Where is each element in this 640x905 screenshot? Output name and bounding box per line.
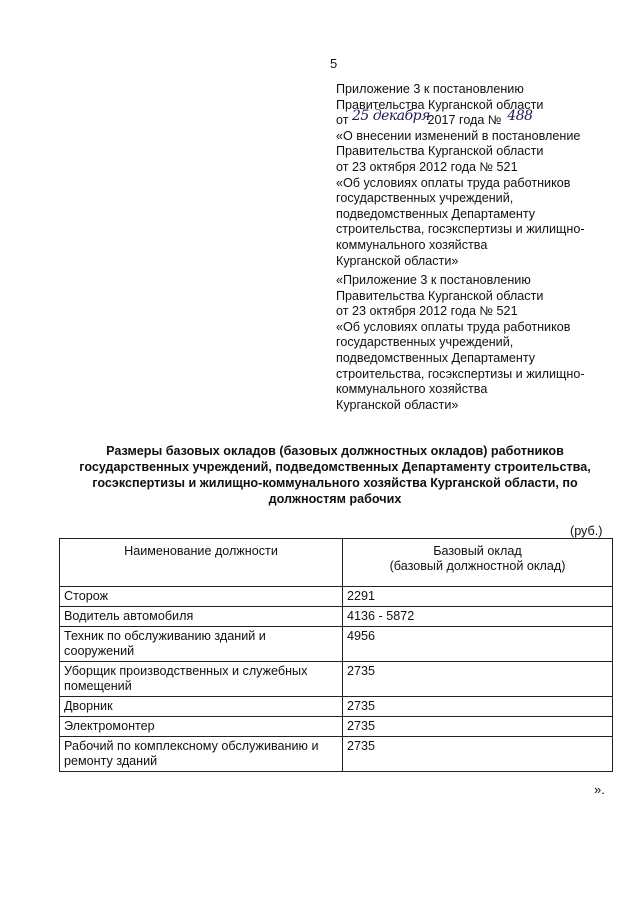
position-cell: Техник по обслуживанию зданий и сооружений	[60, 627, 343, 662]
annex-line: Курганской области»	[336, 253, 459, 268]
annex-line: Правительства Курганской области	[336, 144, 544, 159]
position-cell: Уборщик производственных и служебных помещений	[60, 662, 343, 697]
table-row	[60, 662, 613, 697]
annex-line: «Об условиях оплаты труда работников	[336, 319, 571, 334]
annex-line: Приложение 3 к постановлению	[336, 82, 524, 96]
annex-line: от 23 октября 2012 года № 521	[336, 304, 518, 319]
salary-cell: 2735	[343, 717, 613, 737]
annex-line: коммунального хозяйства	[336, 382, 488, 397]
salary-cell: 2291	[343, 587, 613, 607]
annex-line: Правительства Курганской области	[336, 288, 544, 303]
header-salary-line: (базовый должностной оклад)	[389, 559, 566, 573]
position-cell: Сторож	[60, 587, 343, 607]
title-line: Размеры базовых окладов (базовых должностных окладов) работников	[106, 444, 564, 458]
header-salary	[343, 539, 613, 587]
table-header-row	[60, 539, 613, 587]
currency-note: (руб.)	[570, 524, 603, 538]
header-position: Наименование должности	[60, 539, 343, 587]
date-suffix: 2017 года №	[427, 113, 502, 128]
table-row	[60, 607, 613, 627]
header-salary-line: Базовый оклад	[433, 544, 522, 558]
annex-line: от 23 октября 2012 года № 521	[336, 159, 518, 174]
document-title	[60, 443, 610, 507]
page-number: 5	[330, 56, 338, 71]
salary-cell: 2735	[343, 662, 613, 697]
annex-line: подведомственных Департаменту	[336, 350, 536, 365]
table-row	[60, 587, 613, 607]
handwritten-date: 25 декабря	[352, 108, 430, 125]
title-line: государственных учреждений, подведомственных Департаменту строительства,	[79, 460, 591, 474]
handwritten-number: 488	[507, 108, 533, 125]
annex-original-block	[336, 273, 585, 413]
annex-line: «О внесении изменений в постановление	[336, 128, 581, 143]
salary-cell: 2735	[343, 697, 613, 717]
position-cell: Водитель автомобиля	[60, 607, 343, 627]
salary-cell: 4136 - 5872	[343, 607, 613, 627]
annex-line: государственных учреждений,	[336, 191, 514, 206]
position-cell: Электромонтер	[60, 717, 343, 737]
annex-line: «Об условиях оплаты труда работников	[336, 175, 571, 190]
salary-cell: 2735	[343, 737, 613, 772]
annex-line: подведомственных Департаменту	[336, 206, 536, 221]
table-row	[60, 737, 613, 772]
title-line: госэкспертизы и жилищно-коммунального хозяйства Курганской области, по	[92, 476, 578, 490]
annex-current-block	[336, 82, 585, 269]
annex-line: Правительства Курганской области	[336, 97, 544, 112]
position-cell: Рабочий по комплексному обслуживанию и ремонту зданий	[60, 737, 343, 772]
annex-line: строительства, госэкспертизы и жилищно-	[336, 222, 585, 237]
annex-line: строительства, госэкспертизы и жилищно-	[336, 366, 585, 381]
salary-table	[59, 538, 613, 772]
annex-line: коммунального хозяйства	[336, 237, 488, 252]
annex-line: «Приложение 3 к постановлению	[336, 273, 531, 287]
table-row	[60, 627, 613, 662]
salary-cell: 4956	[343, 627, 613, 662]
position-cell: Дворник	[60, 697, 343, 717]
date-prefix: от	[336, 113, 349, 128]
annex-line: государственных учреждений,	[336, 335, 514, 350]
closing-quote-mark: ».	[594, 782, 605, 797]
table-row	[60, 697, 613, 717]
annex-date-line	[336, 108, 585, 129]
annex-line: Курганской области»	[336, 397, 459, 412]
table-row	[60, 717, 613, 737]
title-line: должностям рабочих	[268, 492, 402, 506]
